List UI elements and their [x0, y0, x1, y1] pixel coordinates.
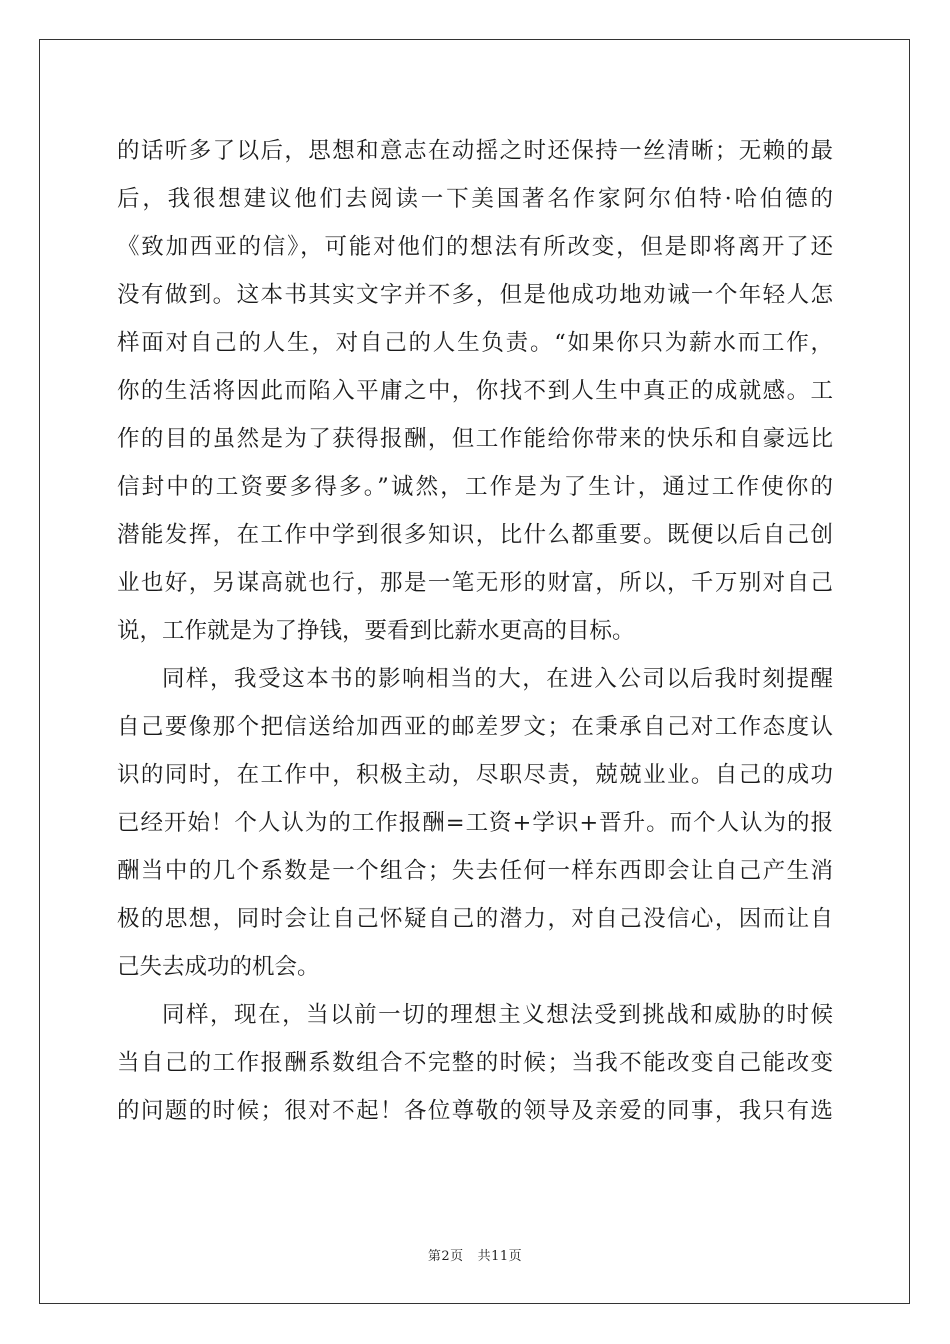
page-footer [0, 1245, 950, 1264]
text-line: 当自己的工作报酬系数组合不完整的时候；当我不能改变自己能改变 [117, 1050, 833, 1076]
text-line: 的问题的时候；很对不起！各位尊敬的领导及亲爱的同事，我只有选 [117, 1098, 833, 1124]
text-line: 业也好，另谋高就也行，那是一笔无形的财富，所以，千万别对自己 [117, 570, 833, 596]
text-line: 极的思想，同时会让自己怀疑自己的潜力，对自己没信心，因而让自 [117, 906, 833, 932]
text-line: 信封中的工资要多得多。”诚然，工作是为了生计，通过工作使你的 [117, 474, 833, 500]
text-line: 己失去成功的机会。 [117, 954, 320, 980]
page-total: 共11页 [477, 1249, 523, 1264]
text-line: 后，我很想建议他们去阅读一下美国著名作家阿尔伯特·哈伯德的 [117, 186, 833, 212]
text-line: 识的同时，在工作中，积极主动，尽职尽责，兢兢业业。自己的成功 [117, 762, 833, 788]
text-line: 酬当中的几个系数是一个组合；失去任何一样东西即会让自己产生消 [117, 858, 833, 884]
text-line: 的话听多了以后，思想和意志在动摇之时还保持一丝清晰；无赖的最 [117, 138, 833, 164]
text-line: 《致加西亚的信》，可能对他们的想法有所改变，但是即将离开了还 [117, 234, 833, 260]
paragraph-first-line: 同样，我受这本书的影响相当的大，在进入公司以后我时刻提醒 [162, 666, 833, 692]
paragraph-first-line: 同样，现在，当以前一切的理想主义想法受到挑战和威胁的时候 [162, 1002, 833, 1028]
text-line: 你的生活将因此而陷入平庸之中，你找不到人生中真正的成就感。工 [117, 378, 833, 404]
text-line: 潜能发挥，在工作中学到很多知识，比什么都重要。既便以后自己创 [117, 522, 833, 548]
text-line: 作的目的虽然是为了获得报酬，但工作能给你带来的快乐和自豪远比 [117, 426, 833, 452]
text-line: 自己要像那个把信送给加西亚的邮差罗文；在秉承自己对工作态度认 [117, 714, 833, 740]
text-line: 没有做到。这本书其实文字并不多，但是他成功地劝诫一个年轻人怎 [117, 282, 833, 308]
text-line: 样面对自己的人生，对自己的人生负责。“如果你只为薪水而工作， [117, 330, 833, 356]
text-line: 说，工作就是为了挣钱，要看到比薪水更高的目标。 [117, 618, 635, 644]
page-number: 第2页 [427, 1249, 464, 1264]
text-line: 已经开始！个人认为的工作报酬=工资+学识+晋升。而个人认为的报 [117, 810, 833, 836]
